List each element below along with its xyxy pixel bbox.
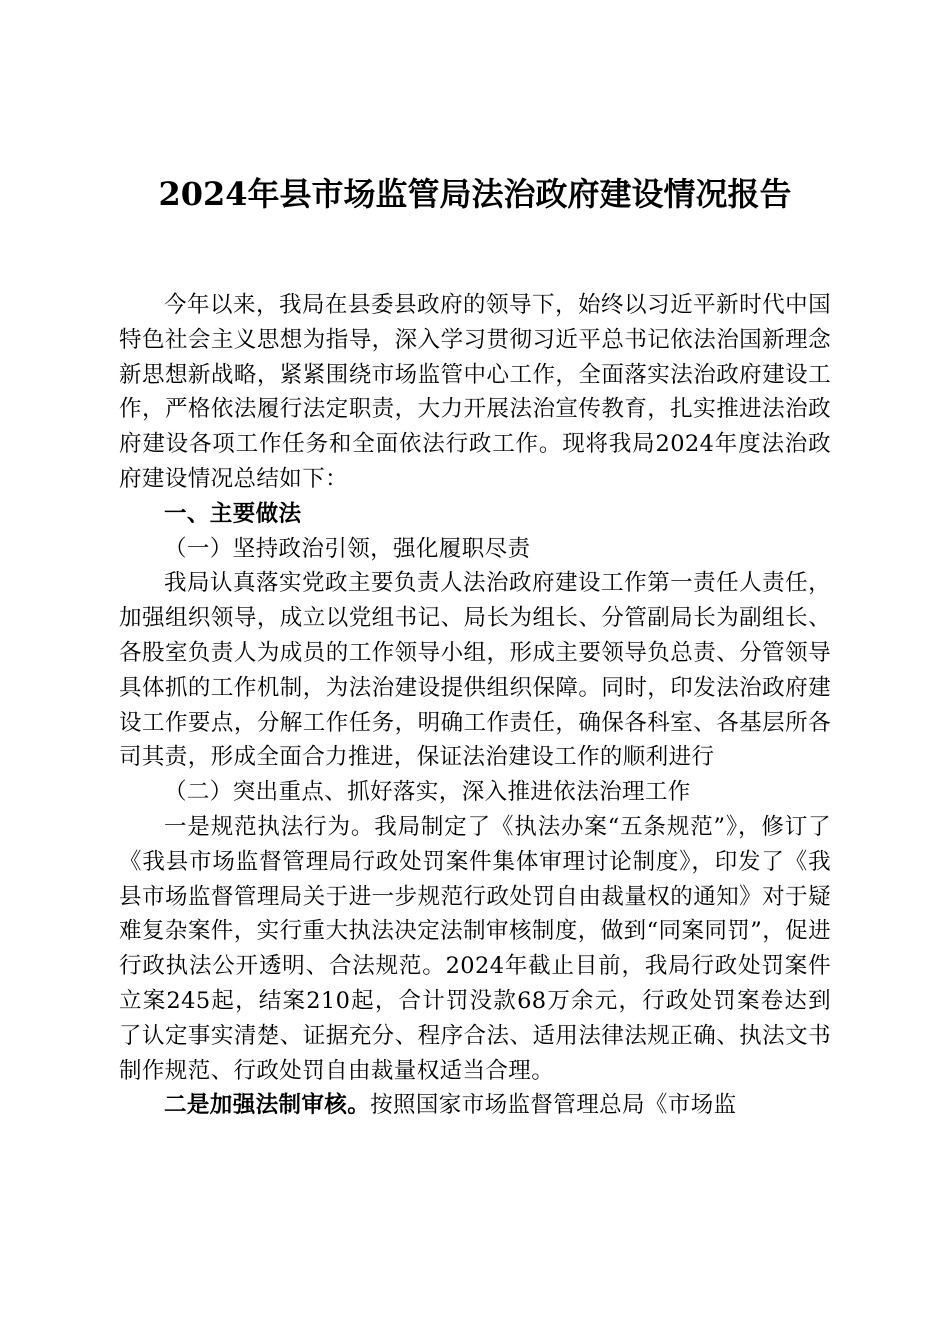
- paragraph-rest: 按照国家市场监督管理总局《市场监: [370, 1092, 737, 1119]
- subsection-1-paragraph: 我局认真落实党政主要负责人法治政府建设工作第一责任人责任，加强组织领导，成立以党组书记、局长为组长、分管副局长为副组长、各股室负责人为成员的工作领导小组，形成主要领导负总责、分管领导具体抓的工作机制，为法治建设提供组织保障。同时，印发法治政府建设工作要点，分解工作任务，明确工作责任，确保各科室、各基层所各司其责，形成全面合力推进，保证法治建设工作的顺利进行: [119, 570, 831, 771]
- intro-paragraph: 今年以来，我局在县委县政府的领导下，始终以习近平新时代中国特色社会主义思想为指导，深入学习贯彻习近平总书记依法治国新理念新思想新战略，紧紧围绕市场监管中心工作，全面落实法治政府建设工作，严格依法履行法定职责，大力开展法治宣传教育，扎实推进法治政府建设各项工作任务和全面依法行政工作。现将我局2024年度法治政府建设情况总结如下：: [119, 292, 831, 492]
- subsection-2-paragraph: 一是规范执法行为。我局制定了《执法办案“五条规范”》，修订了《我县市场监督管理局行政处罚案件集体审理讨论制度》，印发了《我县市场监督管理局关于进一步规范行政处罚自由裁量权的通知》对于疑难复杂案件，实行重大执法决定法制审核制度，做到“同案同罚”，促进行政执法公开透明、合法规范。2024年截止目前，我局行政处罚案件立案245起，结案210起，合计罚没款68万余元，行政处罚案卷达到了认定事实清楚、证据充分、程序合法、适用法律法规正确、执法文书制作规范、行政处罚自由裁量权适当合理。: [119, 813, 831, 1084]
- document-title: 2024年县市场监管局法治政府建设情况报告: [158, 175, 792, 213]
- section-heading-main-practices: 一、主要做法: [164, 500, 302, 527]
- subsection-heading-1: （一）坚持政治引领，强化履职尽责: [164, 535, 531, 562]
- paragraph-lead-bold: 二是加强法制审核。: [164, 1092, 371, 1119]
- document-body: [119, 288, 831, 1123]
- subsection-2-paragraph-2: [119, 1088, 831, 1123]
- subsection-heading-2: （二）突出重点、抓好落实，深入推进依法治理工作: [164, 779, 691, 806]
